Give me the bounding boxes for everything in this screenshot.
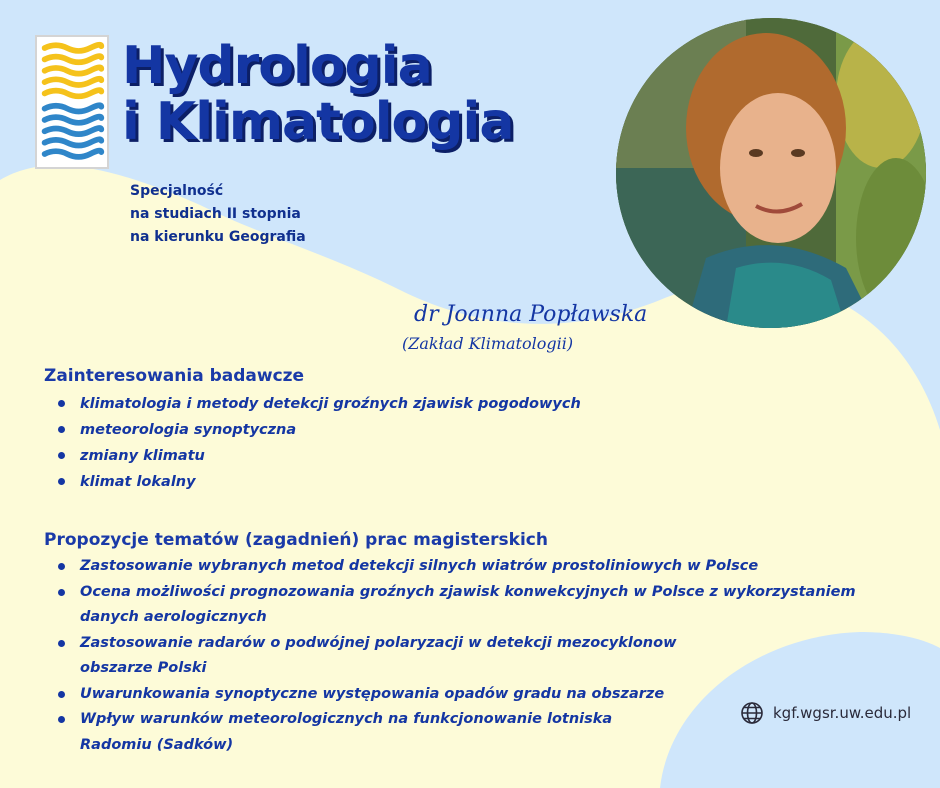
list-item: meteorologia synoptyczna (58, 417, 581, 443)
subtitle-line-3: na kierunku Geografia (130, 229, 306, 245)
list-item-text: Uwarunkowania synoptyczne występowania opadów gradu na obszarze (80, 685, 665, 702)
topics-heading: Propozycje tematów (zagadnień) prac magisterskich (44, 530, 548, 550)
interests-list (58, 391, 581, 495)
list-item (58, 631, 856, 682)
list-item (58, 682, 856, 708)
person-department: (Zakład Klimatologii) (402, 334, 574, 353)
title-line-2: i Klimatologia (122, 92, 514, 152)
list-item-text: Zastosowanie wybranych metod detekcji silnych wiatrów prostoliniowych w Polsce (80, 558, 759, 574)
subtitle-line-2: na studiach II stopnia (130, 206, 301, 222)
interests-heading: Zainteresowania badawcze (44, 366, 305, 386)
list-item (58, 580, 856, 631)
hydrology-logo (35, 35, 109, 169)
page-title (122, 38, 513, 150)
list-item-text: danych aerologicznych (80, 609, 267, 625)
website-url[interactable]: kgf.wgsr.uw.edu.pl (773, 704, 912, 722)
list-item-text: obszarze Polski (80, 660, 207, 676)
list-item-text: Radomiu (Sadków) (80, 736, 234, 753)
list-item: zmiany klimatu (58, 443, 581, 469)
portrait-photo (616, 18, 926, 328)
title-line-1: Hydrologia (122, 36, 432, 96)
list-item (58, 554, 856, 580)
list-item-text: Wpływ warunków meteorologicznych na funkcjonowanie lotniska (80, 711, 613, 727)
person-name: dr Joanna Popławska (414, 302, 648, 327)
topics-list (58, 554, 856, 758)
list-item: klimat lokalny (58, 469, 581, 495)
list-item (58, 707, 856, 758)
subtitle-line-1: Specjalność (130, 183, 224, 199)
list-item: klimatologia i metody detekcji groźnych zjawisk pogodowych (58, 391, 581, 417)
website-link[interactable] (740, 701, 911, 725)
subtitle (130, 180, 306, 249)
list-item-text: Zastosowanie radarów o podwójnej polaryzacji w detekcji mezocyklonow (80, 634, 677, 651)
list-item-text: Ocena możliwości prognozowania groźnych zjawisk konwekcyjnych w Polsce z wykorzystaniem (80, 583, 856, 600)
globe-icon (740, 701, 764, 725)
